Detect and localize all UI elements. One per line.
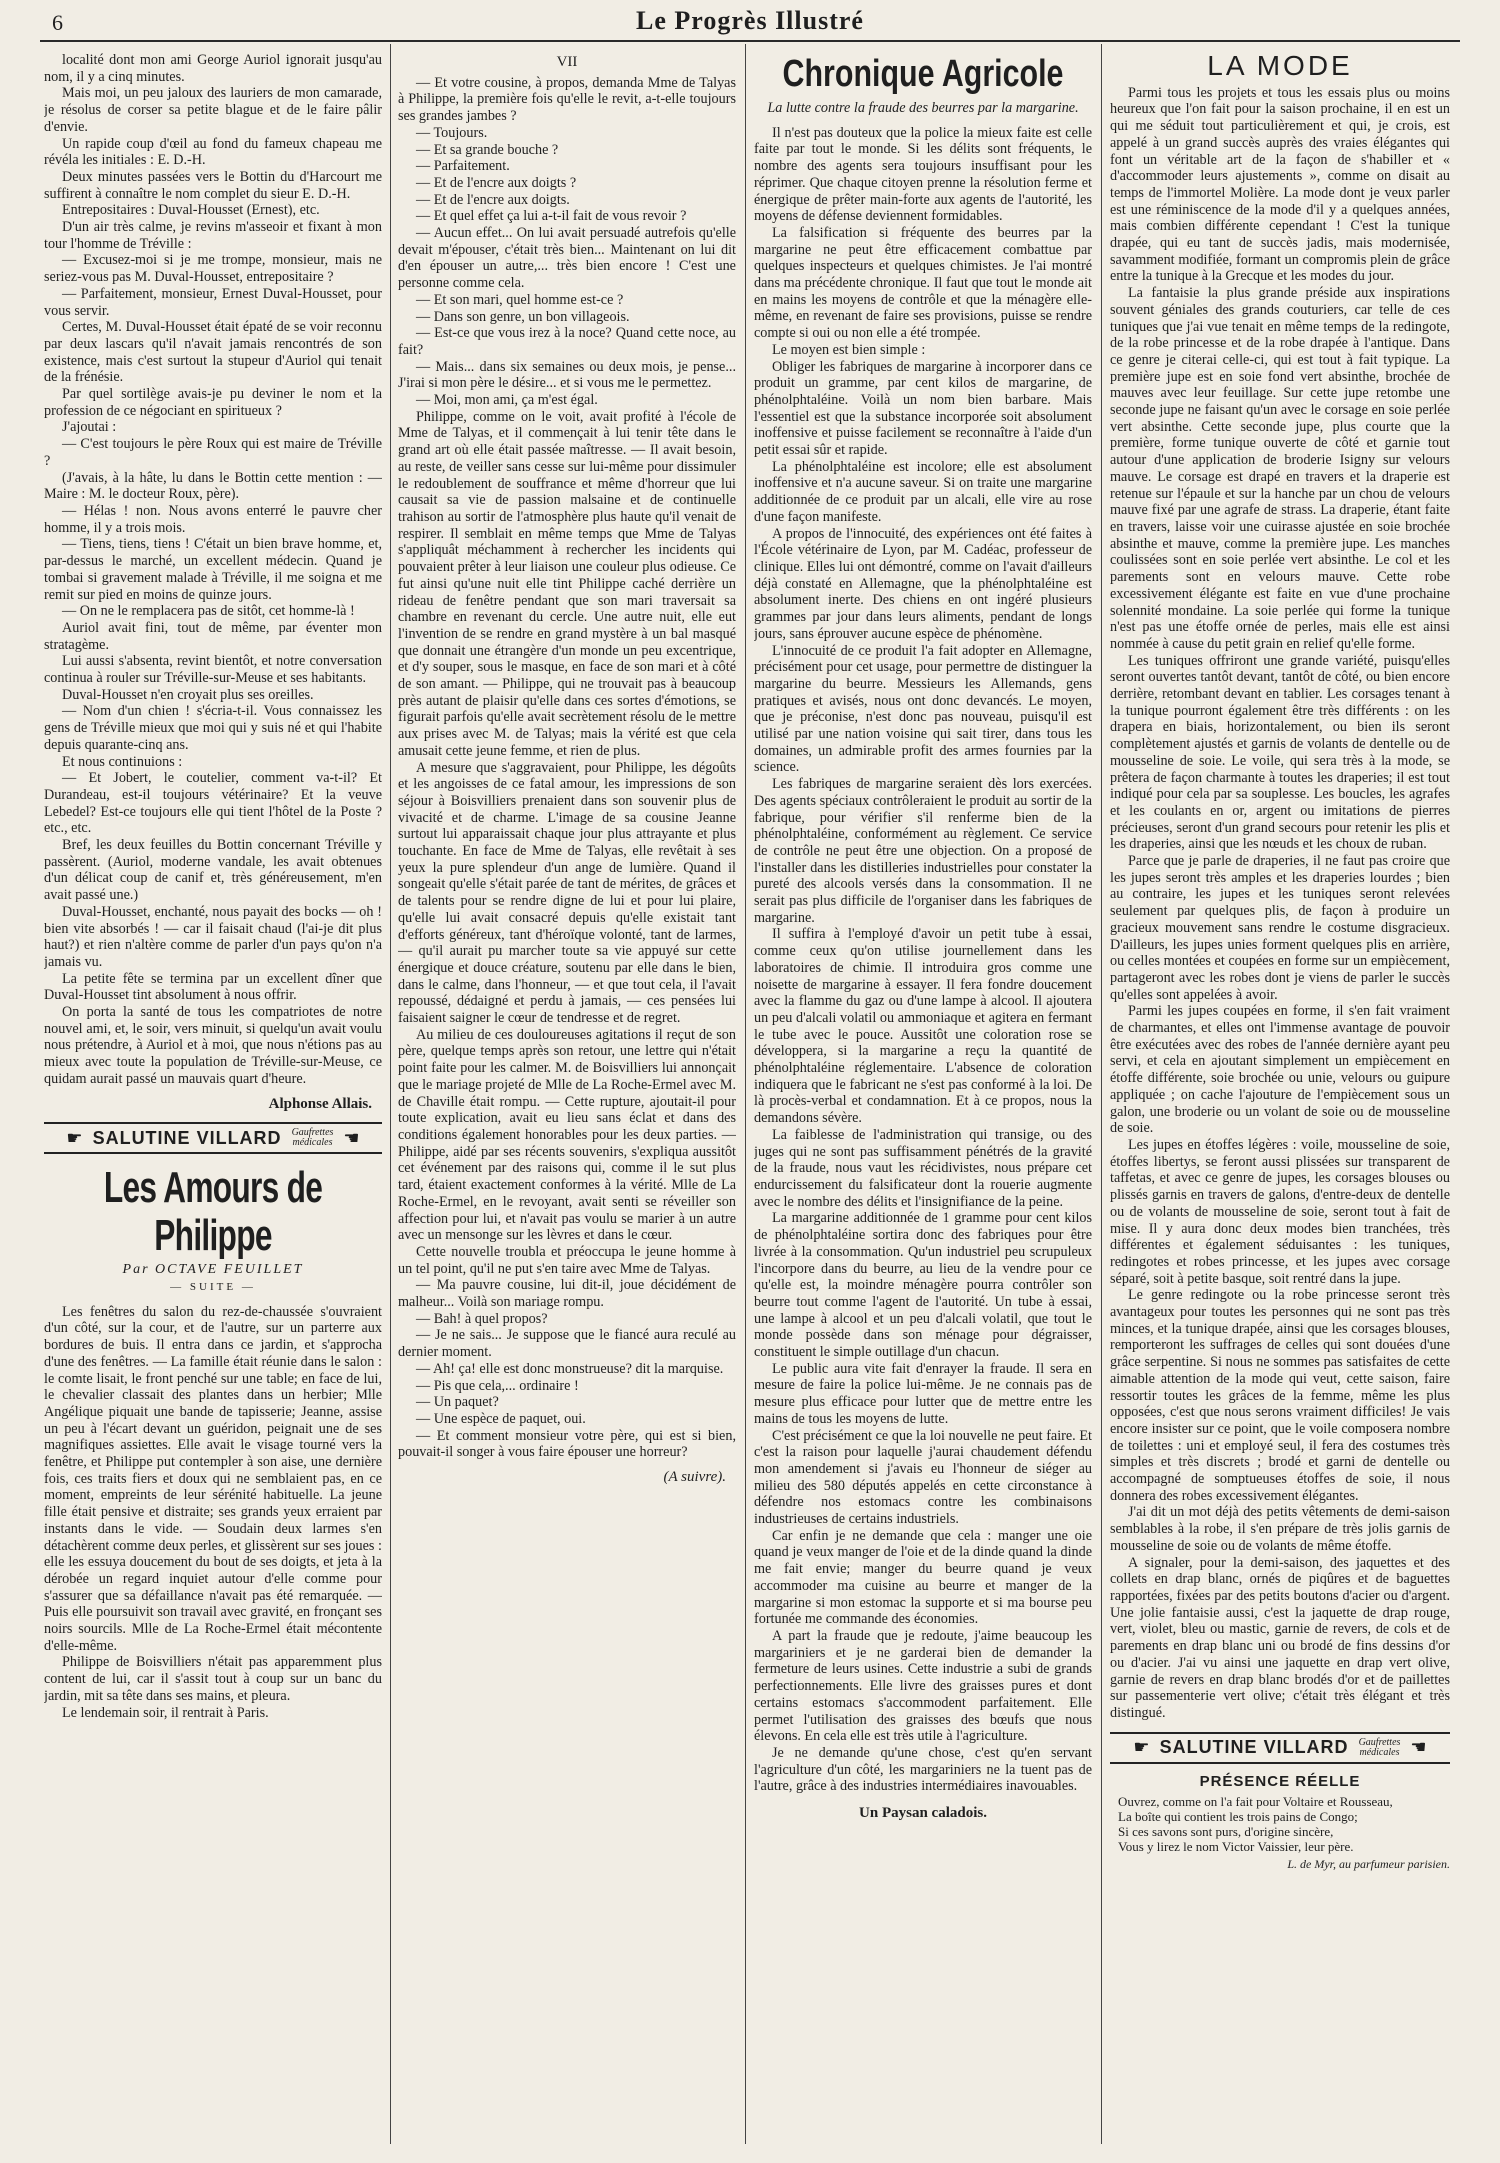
paragraph: — Et votre cousine, à propos, demanda Mme de Talyas à Philippe, la première fois qu'elle le revit, a-t-elle toujours ses grandes jambes ? (398, 74, 736, 125)
poem (1118, 1794, 1450, 1854)
paragraph: J'ajoutai : (62, 419, 117, 436)
paragraph: — Je ne sais... Je suppose que le fiancé aura reculé au dernier moment. (398, 1327, 736, 1361)
paragraph: A mesure que s'aggravaient, pour Philippe, les dégoûts et les angoisses de ce fatal amour, les impressions de son séjour à Boisvilliers prenaient dans son souvenir plus de vivacité et de charme. L'image de sa cousine Jeanne surtout lui apparaissait chaque jour plus attrayante et plus touchante. En face de Mme de Talyas, elle revêtait à ses yeux la pure splendeur d'un ange de lumière. Quand il songeait qu'elle s'était parée de tant de mérites, de grâces et de talents pour se rendre digne de lui et pour lui plaire, qu'elle lui avait consacré depuis qu'elle existait tant d'efforts généreux, tant d'héroïque volonté, tant de larmes, — qu'il aurait pu marcher toute sa vie appuyé sur cette énergique et douce créature, soutenu par elle dans le bien, dans le calme, dans l'honneur, — et que tout cela, il l'avait repoussé, dédaigné et perdu à jamais, — ces pensées lui faisaient saigner le cœur de tendresse et de regret. (398, 759, 736, 1027)
pointing-hand-icon: ☛ (1133, 1737, 1150, 1758)
ad-subtitle: Gaufrettes médicales (1358, 1736, 1401, 1758)
paragraph: Cette nouvelle troubla et préoccupa le jeune homme à un tel point, qu'il ne put s'en taire avec Mme de Talyas. (398, 1243, 736, 1277)
column-1 (44, 52, 382, 2142)
paragraph: Lui aussi s'absenta, revint bientôt, et notre conversation continua à rouler sur Tréville-sur-Meuse et ses habitants. (44, 653, 382, 687)
paragraph: Deux minutes passées vers le Bottin du d'Harcourt me suffirent à connaître le nom complet du sieur E. D.-H. (44, 168, 382, 202)
poem-line: Vous y lirez le nom Victor Vaissier, leur père. (1118, 1839, 1354, 1855)
paragraph: — Et de l'encre aux doigts. (416, 191, 570, 208)
paragraph: — Et de l'encre aux doigts ? (416, 174, 577, 191)
paragraph: Les fenêtres du salon du rez-de-chaussée s'ouvraient d'un côté, sur la cour, et de l'autre, sur un parterre aux bordures de buis. Il entra dans ce jardin, et s'approcha d'une des fenêtres. — La famille était réunie dans le salon : le comte lisait, le front penché sur une table; en face de lui, le chevalier classait des plantes dans un herbier; Mlle Angélique piquait une bande de tapisserie; Jeanne, assise un peu à l'écart devant un guéridon, peignait une de ses magnifiques assiettes. Elle avait le visage tourné vers la fenêtre, et Philippe put contempler à son aise, une dernière fois, ces traits fiers et doux qui ne semblaient pas, en ce moment, empreints de leur sérénité habituelle. La jeune fille était pensive et distraite; ses grands yeux erraient par instants dans le vide. — Soudain deux larmes s'en détachèrent comme deux perles, et glissèrent sur ses joues : elle les essuya doucement du bout de ses doigts, et jeta à la dérobée un regard inquiet autour d'elle comme pour s'assurer que sa défaillance n'avait pas été remarquée. — Puis elle poursuivit son travail avec gravité, en fronçant ses noirs sourcils. Mlle de La Roche-Ermel était mécontente d'elle-même. (44, 1303, 382, 1654)
ad-brand: SALUTINE VILLARD (92, 1127, 282, 1148)
poem-title: PRÉSENCE RÉELLE (1199, 1772, 1361, 1790)
paragraph: C'est précisément ce que la loi nouvelle ne peut faire. Et c'est la raison pour laquelle j'aurai chaudement défendu mon amendement si j'avais eu l'honneur de siéger au milieu des 580 députés appelés en cette circonstance à défendre nos estomacs contre les combinaisons industrieuses de certains industriels. (754, 1427, 1092, 1528)
paragraph: Le genre redingote ou la robe princesse seront très avantageux pour toutes les personnes qui ne sont pas très minces, et la tunique drapée, ainsi que les corsages blouses, remporteront les suffrages de celles qui sont douées d'une grâce serpentine. Si nous ne sommes pas satisfaites de cette aimable attention de la mode qui veut, cette saison, faire ressortir toutes les grâces de la femme, même les plus opposées, c'est que nous serons vraiment difficiles! Je vais encore insister sur ce point, que le voile composera nombre de toilettes : uni et employé seul, il fera des costumes très simples et très discrets ; brodé et garni de dentelle ou accompagné de somptueuses étoffes de soie, il nous donnera des robes excessivement élégantes. (1110, 1287, 1450, 1504)
paragraph: — Hélas ! non. Nous avons enterré le pauvre cher homme, il y a trois mois. (44, 502, 382, 536)
paragraph: Un rapide coup d'œil au fond du fameux chapeau me révéla les initiales : E. D.-H. (44, 135, 382, 169)
feuilleton-title: Les Amours de Philippe (103, 1163, 323, 1261)
paragraph: — Une espèce de paquet, oui. (416, 1410, 586, 1427)
paragraph: Duval-Housset n'en croyait plus ses oreilles. (62, 686, 314, 703)
paragraph: La margarine additionnée de 1 gramme pour cent kilos de phénolphtaléine sortira donc des fabriques pour être livrée à la consommation. Qu'un industriel peu scrupuleux l'incorpore dans du beurre, au lieu de la vendre pour ce qu'elle est, la moindre ménagère pourra contrôler son beurre tout comme l'agent de l'autorité. Un tube à essai, une lampe à alcool et un peu d'alcali volatil, que tout le monde possède dans son ménage pour dégraisser, constituent le simple outillage d'un chacun. (754, 1210, 1092, 1361)
paragraph: Parmi les jupes coupées en forme, il s'en fait vraiment de charmantes, et elles ont l'immense avantage de pouvoir être exécutées avec des robes de l'année dernière ayant peu servi, et cela en ajoutant simplement un empiècement en étoffe différente, soie brochée ou unie, velours ou guipure appliquée ; on cache l'ajouture de l'empiècement sous un galon, une broderie ou un volant de soie ou de mousseline de soie. (1110, 1003, 1450, 1137)
paragraph: Le moyen est bien simple : (772, 341, 926, 358)
paragraph: — Ma pauvre cousine, lui dit-il, joue décidément de malheur... Voilà son mariage rompu. (398, 1277, 736, 1311)
paragraph: — Et quel effet ça lui a-t-il fait de vous revoir ? (416, 208, 687, 225)
mode-title: LA MODE (1207, 52, 1353, 81)
paragraph: Parce que je parle de draperies, il ne faut pas croire que les jupes seront très amples et les draperies lourdes ; bien au contraire, les jupes et les tuniques seront relevées seulement par quelques plis, de façon à produire un gracieux mouvement sans rendre le costume disgracieux. D'ailleurs, les jupes unies forment quelques plis en arrière, ou celles montées et coupées en forme sur un empiècement, partageront avec les robes dont je viens de parler le succès qu'elles sont appelées à avoir. (1110, 853, 1450, 1003)
paragraph: Philippe de Boisvilliers n'était pas apparemment plus content de lui, car il s'assit tout à coup sur un banc du jardin, mit sa tête dans ses mains, et pleura. (44, 1654, 382, 1704)
paragraph: Les jupes en étoffes légères : voile, mousseline de soie, étoffes libertys, se feront aussi plissées sur transparent de taffetas, et avec ce genre de jupes, les corsages blouses ou plissés garnis en travers de galons, d'entre-deux de dentelle ou de volants de mousseline de soie, seront tout à fait de mise. Il y aura donc deux modes bien tranchées, très différentes et également séduisantes : les tuniques, redingotes et robes princesse, et les jupes avec corsage séparé, soit à petite basque, soit rentré dans la jupe. (1110, 1137, 1450, 1287)
paragraph: Par quel sortilège avais-je pu deviner le nom et la profession de ce négociant en spiritueux ? (44, 386, 382, 419)
paragraph: Entrepositaires : Duval-Housset (Ernest), etc. (62, 202, 320, 219)
newspaper-title: Le Progrès Illustré (636, 6, 864, 35)
paragraph: — On ne le remplacera pas de sitôt, cet homme-là ! (62, 603, 355, 620)
column-rule (1101, 44, 1102, 2144)
paragraph: Car enfin je ne demande que cela : manger une oie quand je veux manger de l'oie et de la dinde quand la dinde me fait envie; manger du beurre quand je veux accommoder ma cuisine au beurre et manger de la margarine si mon estomac la supporte et si ma bourse peu fortunée me commande des économies. (754, 1527, 1092, 1628)
to-be-continued: (A suivre). (663, 1469, 726, 1486)
paragraph: Et nous continuions : (62, 753, 183, 770)
paragraph: Au milieu de ces douloureuses agitations il reçut de son père, quelque temps après son retour, une lettre qui n'était point faite pour les calmer. M. de Boisvilliers lui annonçait que le mariage projeté de Mlle de La Roche-Ermel avec M. de Chaville était rompu. — Cette rupture, ajoutait-il pour toute explication, avait eu lieu sans éclat et dans des conditions également honorables pour les deux parties. — Philippe, aidé par ses récents souvenirs, s'expliqua aussitôt cet événement par des raisons qui, comme il le sut plus tard, étaient exactement conformes à la vérité. Mlle de La Roche-Ermel, en le revoyant, avait senti se réveiller son affection pour lui, et n'avait pas voulu se marier à un autre avec un mensonge sur les lèvres et dans le cœur. (398, 1026, 736, 1244)
pointing-hand-icon: ☚ (343, 1127, 360, 1148)
mode-text (1110, 85, 1450, 1722)
paragraph: Il n'est pas douteux que la police la mieux faite est celle faite par tout le monde. Si les délits sont fréquents, le nombre des agents sera toujours insuffisant pour les réprimer. Que chaque citoyen prenne la résolution ferme et énergique de prêter main-forte aux agents de l'autorité, les moyens de défense deviennent formidables. (754, 124, 1092, 225)
paragraph: — Bah! à quel propos? (416, 1310, 548, 1327)
paragraph: — C'est toujours le père Roux qui est maire de Tréville ? (44, 436, 382, 469)
paragraph: — Un paquet? (416, 1394, 499, 1411)
paragraph: Duval-Housset, enchanté, nous payait des bocks — oh ! bien vite absorbés ! — car il faisait chaud (l'ai-je dit plus haut?) et rien n'altère comme de parler d'un pays qu'on n'a jamais vu. (44, 903, 382, 970)
paragraph: La petite fête se termina par un excellent dîner que Duval-Housset tint absolument à nous offrir. (44, 970, 382, 1004)
pointing-hand-icon: ☚ (1410, 1737, 1427, 1758)
feuilleton-continued (398, 75, 736, 1461)
paragraph: Les fabriques de margarine seraient dès lors exercées. Des agents spéciaux contrôleraient le produit au sortir de la fabrique, pour vérifier s'il renferme bien de la phénolphtaléine, conformément au règlement. Ce service de contrôle ne peut être une objection. On a proposé de l'installer dans les distilleries industrielles pour constater la pureté des alcools versés dans la consommation. Il ne serait pas plus difficile de l'organiser dans les fabriques de margarine. (754, 776, 1092, 926)
paragraph: La fantaisie la plus grande préside aux inspirations souvent géniales des grands couturiers, car telle de ces tuniques que j'ai vue tenait en même temps de la redingote, de la robe princesse et de la robe drapée à l'antique. Dans ce genre je citerai celle-ci, qui est tout à fait typique. La première jupe est en soie fond vert absinthe, brochée de mauves avec leur feuillage. Sur cette jupe retombe une seconde jupe ne faisant qu'un avec le corsage en soie perlée vert absinthe. Cette seconde jupe, plus courte que la première, forme tunique ouverte de côté et garnie tout autour d'une application de broderie Isigny sur velours mauve. Le corsage est drapé en travers et la draperie est retenue sur l'épaule et sur la hanche par un chou de velours mauve fixé par une agrafe de strass. La draperie, étant faite en travers, laisse voir une cuirasse ajustée en soie brochée absinthe et mauve, comme la première jupe. Les manches coulissées sont en soie perlée vert absinthe. Le col et les parements sont en velours mauve. Cette robe excessivement élégante est faite en vue d'une prochaine solennité mondaine. La soie perlée qui forme la tunique n'est pas une étoffe ornée de perles, mais elle est ainsi nommée à cause du petit grain en relief qu'elle forme. (1110, 285, 1450, 652)
column-rule (745, 44, 746, 2144)
paragraph: A part la fraude que je redoute, j'aime beaucoup les margariniers et je ne garderai bien de demander la fermeture de leurs usines. Cette industrie a subi de grands perfectionnements. Elle livre des graisses pures et dont certains estomacs s'accommodent parfaitement. Elle permet l'utilisation des graisses des bœufs que nous élevons. En cela elle est très utile à l'agriculture. (754, 1627, 1092, 1745)
paragraph: Les tuniques offriront une grande variété, puisqu'elles seront ouvertes tantôt devant, tantôt de côté, ou bien encore derrière, retombant devant en tablier. Les corsages tenant à la tunique pourront également être très différents : on les drapera en biais, horizontalement, ou bien ils seront complètement ajustés et garnis de volants de dentelle ou de mousseline de soie. Le voile, qui sera très à la mode, se prêtera de façon charmante à toutes les draperies; il est tout indiqué pour cela par sa souplesse. Les boucles, les agrafes et les coulants en or, argent ou imitations de pierres précieuses, seront d'un grand secours pour retenir les plis et les draperies, ainsi que les nœuds et les choux de ruban. (1110, 652, 1450, 853)
paragraph: D'un air très calme, je revins m'asseoir et fixant à mon tour l'homme de Tréville : (44, 219, 382, 252)
paragraph: Auriol avait fini, tout de même, par éventer mon stratagème. (44, 619, 382, 653)
paragraph: La faiblesse de l'administration qui transige, ou des juges qui ne sont pas suffisamment pénétrés de la gravité de la fraude, nous vaut les récidivistes, nous prépare cet endurcissement du falsificateur dont la rouerie augmente avec le nombre des délits et l'insignifiance de la peine. (754, 1126, 1092, 1210)
column-rule (390, 44, 391, 2144)
paragraph: — Excusez-moi si je me trompe, monsieur, mais ne seriez-vous pas M. Duval-Housset, entrepositaire ? (44, 252, 382, 286)
poem-line: La boîte qui contient les trois pains de Congo; (1118, 1809, 1358, 1825)
paragraph: — Parfaitement, monsieur, Ernest Duval-Housset, pour vous servir. (44, 285, 382, 319)
column-2 (398, 52, 736, 2142)
paragraph: Le lendemain soir, il rentrait à Paris. (62, 1704, 269, 1721)
ad-brand: SALUTINE VILLARD (1159, 1737, 1349, 1758)
paragraph: — Et comment monsieur votre père, qui est si bien, pouvait-il songer à vous faire épouser une horreur? (398, 1427, 736, 1461)
page-header (40, 6, 1460, 42)
chronique-text (754, 125, 1092, 1795)
author-signature: Alphonse Allais. (268, 1095, 372, 1112)
paragraph: La falsification si fréquente des beurres par la margarine ne peut être efficacement combattue par quelques inspecteurs et quelques chimistes. Je l'ai montré dans ma précédente chronique. Il faut que tout le monde ait en mains les moyens de contrôle et que la ménagère elle-même, en revenant de faire ses provisions, puisse se rendre compte si oui ou non elle a été trompée. (754, 224, 1092, 342)
advertisement-banner (44, 1122, 382, 1154)
chronique-subtitle: La lutte contre la fraude des beurres par la margarine. (767, 100, 1079, 116)
paragraph: — Dans son genre, un bon villageois. (416, 308, 630, 325)
paragraph: Il suffira à l'employé d'avoir un petit tube à essai, comme ceux qu'on utilise journellement dans les laboratoires de chimie. Il introduira gros comme une noisette de margarine à essayer. Il fera fondre doucement avec la flamme du gaz ou d'une lampe à alcool. Il ajoutera un peu d'alcali volatil ou ammoniaque et agitera en fermant le tube avec le pouce. Aussitôt une coloration rose se développera, si la margarine a reçu la quantité de phénolphtaléine réglementaire. L'absence de coloration indiquera que le fabricant ne s'est pas conformé à la loi. De là procès-verbal et condamnation. Et à ce propos, nous la demandons sévère. (754, 926, 1092, 1127)
feuilleton-suite: — SUITE — (170, 1281, 256, 1293)
chronique-signature: Un Paysan caladois. (859, 1805, 987, 1822)
paragraph: A propos de l'innocuité, des expériences ont été faites à l'École vétérinaire de Lyon, par M. Cadéac, professeur de clinique. Elles lui ont démontré, comme on l'avait d'ailleurs déjà constaté en Allemagne, que la phénolphtaléine est absolument inerte. Des chiens en ont ingéré plusieurs grammes par jour dans leurs aliments, pendant de longs jours, sans éprouver aucune espèce de phénomène. (754, 525, 1092, 642)
paragraph: Parmi tous les projets et tous les essais plus ou moins heureux que l'on fait pour la saison prochaine, il en est un qui me séduit tout particulièrement et qui, je crois, est appelé à un grand succès auprès des vraies élégantes qui font un véritable art de la façon de s'habiller et « d'accommoder leurs ajustements », comme on disait au temps de l'immortel Molière. La mode dont je veux parler est une réminiscence de la mode d'il y a quelques années, mais combien différente cependant ! C'est la tunique drapée, qui eu tant de succès jadis, mais modernisée, savamment modifiée, formant un compromis plein de grâce entre la tunique à la Grecque et les modes du jour. (1110, 84, 1450, 285)
paragraph: Mais moi, un peu jaloux des lauriers de mon camarade, je résolus de corser sa petite blague et de le faire pâlir d'envie. (44, 85, 382, 135)
paragraph: Philippe, comme on le voit, avait profité à l'école de Mme de Talyas, et il commençait à lui tenir tête dans le grand art où elle était passée maîtresse. — Il avait besoin, au reste, de veiller sans cesse sur lui-même pour dissimuler le redoublement de souffrance et même d'horreur que lui causait sa vie de passion malsaine et de continuelle trahison au sortir de l'atmosphère plus haute qu'il venait de respirer. Il semblait en même temps que Mme de Talyas s'appliquât méchamment à rechercher les incidents qui pouvaient prêter à leur liaison une couleur plus odieuse. Ce fut ainsi qu'une nuit elle tint Philippe caché derrière un rideau de fenêtre pendant que son mari traversait sa chambre en revenant du cercle. Une autre nuit, elle eut l'invention de se rendre en grand mystère à un bal masqué que donnait une étrangère d'un monde un peu excentrique, et d'y souper, sous le masque, en face de son mari et à côté de son amant. — Philippe, qui ne trouvait pas à beaucoup près autant de plaisir qu'elle dans ces sortes d'émotions, se figurait parfois qu'elle avait secrètement résolu de le mettre aux prises avec M. de Talyas; mais la vérité est que cela amusait cette jeune femme, et rien de plus. (398, 408, 736, 759)
paragraph: localité dont mon ami George Auriol ignorait jusqu'au nom, il y a cinq minutes. (44, 52, 382, 85)
chapter-number: VII (556, 54, 578, 70)
chronique-title: Chronique Agricole (782, 53, 1064, 95)
paragraph: L'innocuité de ce produit l'a fait adopter en Allemagne, précisément pour cet usage, pour permettre de distinguer la margarine du beurre. Messieurs les Allemands, gens pratiques et avisés, nous ont donc devancés. Le moyen, que je préconise, n'est donc pas nouveau, puisqu'il est utilisé par une nation voisine qui sait tirer, dans tous les domaines, un admirable profit des armes fournies par la science. (754, 642, 1092, 776)
feuilleton-text (44, 1304, 382, 1722)
paragraph: — Ah! ça! elle est donc monstrueuse? dit la marquise. (416, 1360, 724, 1377)
ad-subtitle: Gaufrettes médicales (291, 1127, 334, 1149)
paragraph: Obliger les fabriques de margarine à incorporer dans ce produit un gramme, par cent kilos de margarine, de phénolphtaléine. Voilà un nom bien barbare. Mais l'essentiel est que la substance incorporée soit absolument inoffensive et puisse facilement se reconnaître à l'aide d'un petit essai sûr et rapide. (754, 358, 1092, 459)
paragraph: On porta la santé de tous les compatriotes de notre nouvel ami, et, le soir, vers minuit, si quelqu'un avait voulu nous prétendre, à Auriol et à moi, que nous n'étions pas au mieux avec toute la population de Tréville-sur-Meuse, ce quidam aurait passé un mauvais quart d'heure. (44, 1004, 382, 1087)
story-allais (44, 52, 382, 1088)
paragraph: — Parfaitement. (416, 158, 510, 175)
poem-signature: L. de Myr, au parfumeur parisien. (1287, 1857, 1450, 1872)
paragraph: — Aucun effet... On lui avait persuadé autrefois qu'elle devait m'épouser, c'était très bien... Maintenant on lui dit d'en épouser un autre,... très bien encore ! C'est une personne comme cela. (398, 225, 736, 292)
paragraph: J'ai dit un mot déjà des petits vêtements de demi-saison semblables à la robe, il s'en prépare de très jolis garnis de mousseline de soie ou de volants de même étoffe. (1110, 1504, 1450, 1554)
paragraph: — Pis que cela,... ordinaire ! (416, 1377, 579, 1394)
feuilleton-author: Par OCTAVE FEUILLET (122, 1262, 304, 1278)
column-4 (1110, 52, 1450, 2142)
paragraph: La phénolphtaléine est incolore; elle est absolument inoffensive et n'a aucune saveur. Si on traite une margarine additionnée de ce produit par un alcali, elle vire au rose d'une façon manifeste. (754, 458, 1092, 525)
advertisement-banner (1110, 1732, 1450, 1764)
paragraph: — Et sa grande bouche ? (416, 141, 559, 158)
paragraph: — Est-ce que vous irez à la noce? Quand cette noce, au fait? (398, 325, 736, 358)
paragraph: — Tiens, tiens, tiens ! C'était un bien brave homme, et, par-dessus le marché, un excellent médecin. Quand je tombai si gravement malade à Tréville, il me soigna et me remit sur pied en moins de quinze jours. (44, 536, 382, 603)
poem-line: Si ces savons sont purs, d'origine sincère, (1118, 1824, 1334, 1840)
paragraph: Je ne demande qu'une chose, c'est qu'en servant l'agriculture d'un côté, les margariniers ne la tuent pas de l'autre, grâce à des industries intermédiaires inavouables. (754, 1744, 1092, 1795)
paragraph: Bref, les deux feuilles du Bottin concernant Tréville y passèrent. (Auriol, moderne vandale, les avait obtenues d'un délicat coup de canif et, très généreusement, m'en avait passé une.) (44, 837, 382, 904)
paragraph: — Nom d'un chien ! s'écria-t-il. Vous connaissez les gens de Tréville mieux que moi qui y suis né et qui l'habite depuis quarante-cinq ans. (44, 703, 382, 753)
page-number: 6 (52, 10, 63, 35)
paragraph: — Toujours. (416, 124, 488, 141)
paragraph: — Moi, mon ami, ça m'est égal. (416, 392, 598, 409)
paragraph: A signaler, pour la demi-saison, des jaquettes et des collets en drap blanc, ornés de piqûres et de baguettes rapportées, fixées par des petits boutons d'acier ou d'argent. Une jolie fantaisie aussi, c'est la jaquette de drap rouge, vert, violet, bleu ou mastic, garnie de revers, de cols et de parements en drap blanc uni ou brodé de fins dessins d'or ou d'acier. J'ai vu ainsi une jaquette en drap vert olive, garnie de revers en drap blanc brodés d'or et de paillettes sur passementerie vert olive; c'était très élégant et très distingué. (1110, 1554, 1450, 1721)
paragraph: — Et Jobert, le coutelier, comment va-t-il? Et Durandeau, est-il toujours vétérinaire? Et la veuve Lebedel? Est-ce toujours elle qui tient l'hôtel de la Poste ? etc., etc. (44, 770, 382, 837)
paragraph: Le public aura vite fait d'enrayer la fraude. Il sera en mesure de faire la police lui-même. Je ne connais pas de mesure plus efficace pour lutter que de mettre entre les mains de tous les moyens de lutte. (754, 1360, 1092, 1427)
column-3 (754, 52, 1092, 2142)
paragraph: (J'avais, à la hâte, lu dans le Bottin cette mention : — Maire : M. le docteur Roux, père). (44, 469, 382, 503)
paragraph: Certes, M. Duval-Housset était épaté de se voir reconnu par deux lascars qu'il n'avait jamais rencontrés de son existence, mais c'est surtout la stupeur d'Auriol qui tenait de la frénésie. (44, 319, 382, 386)
pointing-hand-icon: ☛ (66, 1127, 83, 1148)
paragraph: — Mais... dans six semaines ou deux mois, je pense... J'irai si mon père le désire... et si vous me le permettez. (398, 358, 736, 392)
poem-line: Ouvrez, comme on l'a fait pour Voltaire et Rousseau, (1118, 1794, 1393, 1810)
paragraph: — Et son mari, quel homme est-ce ? (416, 291, 624, 308)
